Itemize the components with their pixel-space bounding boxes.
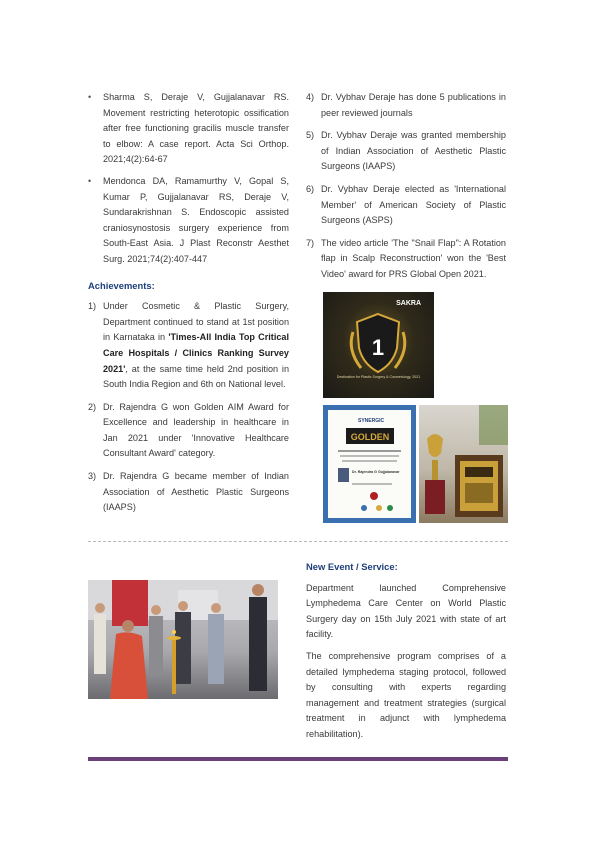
sakra-logo: SAKRA (396, 300, 421, 307)
plaque-text-block (465, 467, 493, 477)
item-number: 5) (306, 130, 315, 141)
achievement-item: 3) Dr. Rajendra G became member of Indian Association of Aesthetic Plastic Surgeons (IAAPS) (88, 471, 289, 513)
survey-title: 'Times-All India Top Critical Care Hospitals / Clinics Ranking Survey 2021' (103, 332, 289, 374)
logo-icon (361, 505, 367, 511)
text-line (342, 460, 397, 462)
trophies-photo (419, 405, 508, 523)
publication-item: • Mendonca DA, Ramamurthy V, Gopal S, Kumar P, Gujjalanavar RS, Deraje V, Sundarakrishnan S. Endoscopic assisted craniosynostosis surgery experience from South-East Asia. J Plast Reconstr Aesthet Surg. 2021;74(2):407-447 (88, 174, 289, 268)
certificate-recipient: Dr. Rajendra G Gujjalanavar (352, 470, 400, 474)
oil-lamp-icon (172, 636, 176, 694)
certificate-title: GOLDEN (350, 432, 390, 442)
item-number: 6) (306, 183, 315, 194)
banner-backdrop (112, 580, 148, 626)
publication-list (88, 90, 289, 268)
person-figure (110, 620, 148, 699)
achievement-item: 7) The video article 'The "Snail Flap": A Rotation flap in Scalp Reconstruction' won the 'Best Video' award for PRS Global Open 2021. (306, 237, 506, 279)
plaque-text-block (465, 483, 493, 503)
person-figure (175, 601, 191, 684)
event-photo-graphic (88, 580, 278, 699)
ranking-award-image (323, 292, 434, 398)
text-line (352, 483, 392, 485)
trophy-stem (432, 460, 438, 480)
achievement-item: 5) Dr. Vybhav Deraje was granted membership of Indian Association of Aesthetic Plastic Surgeons (IAAPS) (306, 130, 506, 172)
achievement-item: 2) Dr. Rajendra G won Golden AIM Award for Excellence and leadership in healthcare in Jan 2021 under 'Innovative Healthcare Consultant Award' category. (88, 401, 289, 459)
trophies-graphic (419, 405, 508, 523)
publication-item: • Sharma S, Deraje V, Gujjalanavar RS. Movement restricting heterotopic ossification after free functioning gracilis muscle transfer to elbow: A case report. Acta Sci Orthop. 2021;4(2):64-67 (88, 90, 289, 168)
person-figure (249, 584, 267, 691)
item-number: 2) (88, 401, 97, 412)
item-number: 3) (88, 471, 97, 482)
certificate-sheet (328, 410, 411, 518)
certificate-graphic (328, 410, 411, 518)
text-line (338, 450, 401, 452)
new-event-heading: New Event / Service: (306, 561, 398, 572)
certificate-brand: SYNERGIC (358, 418, 385, 424)
right-column (306, 90, 506, 290)
seal-icon (370, 492, 378, 500)
portrait-photo (338, 468, 349, 482)
footer-bar (88, 757, 508, 761)
person-figure (208, 603, 224, 684)
award-graphic (323, 292, 434, 398)
award-caption: Destination for Plastic Surgery & Cosmetology, 2021 (336, 375, 421, 379)
new-event-paragraph: Department launched Comprehensive Lymphedema Care Center on World Plastic Surgery day on 15th July 2021 with state of art facility. (306, 582, 506, 640)
item-number: 4) (306, 92, 315, 102)
item-number: 1) (88, 301, 97, 312)
new-event-paragraph: The comprehensive program comprises of a detailed lymphedema staging protocol, followed by consulting with experts regarding management and treatment strategies (surgical treatment in adjunct with lymphedema rehabilitation). (306, 650, 506, 739)
plant-backdrop (479, 405, 508, 445)
certificate-image (323, 405, 416, 523)
achievements-list-continued (306, 90, 506, 283)
new-event-section (306, 559, 506, 749)
flame-icon (172, 630, 176, 634)
text-line (340, 455, 399, 457)
section-divider (88, 541, 508, 542)
achievements-heading: Achievements: (88, 279, 155, 291)
left-column (88, 90, 289, 523)
rank-number: 1 (371, 335, 385, 360)
logo-icon (387, 505, 393, 511)
trophy-base (425, 480, 445, 514)
achievements-list (88, 299, 289, 516)
achievement-item: 6) Dr. Vybhav Deraje elected as 'International Member' of American Society of Plastic Surgeons (ASPS) (306, 183, 506, 226)
achievement-item: 4) Dr. Vybhav Deraje has done 5 publications in peer reviewed journals (306, 92, 506, 118)
trophy-cup-icon (427, 434, 443, 457)
lamp-lighting-photo (88, 580, 278, 699)
logo-icon (376, 505, 382, 511)
item-number: 7) (306, 237, 315, 248)
lamp-top (167, 636, 181, 640)
achievement-item: 1) Under Cosmetic & Plastic Surgery, Department continued to stand at 1st position in Karnataka in 'Times-All India Top Critical Care Hospitals / Clinics Ranking Survey 2021', at the same time held 2nd position in South India Region and 6th on National level. (88, 301, 289, 390)
